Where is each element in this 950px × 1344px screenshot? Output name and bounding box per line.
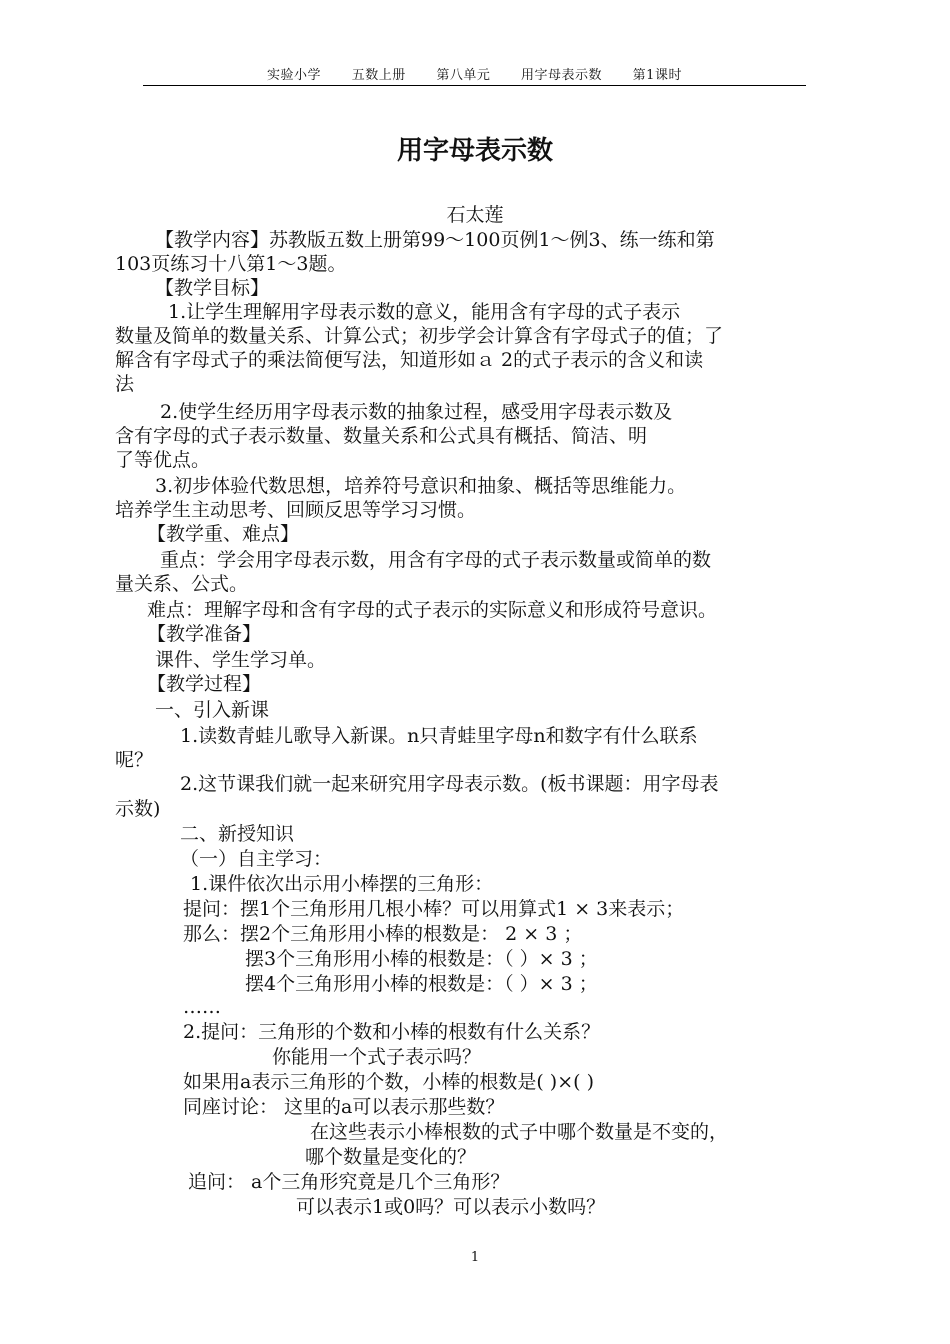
text-line: 同座讨论： 这里的a可以表示那些数？ [183,1096,505,1118]
text-line: 2.提问：三角形的个数和小棒的根数有什么关系？ [183,1021,601,1043]
text-line: 追问： a个三角形究竟是几个三角形？ [188,1171,510,1193]
text-line: 解含有字母式子的乘法简便写法，知道形如ａ 2的式子表示的含义和读 [115,349,704,371]
text-line: 在这些表示小棒根数的式子中哪个数量是不变的， [310,1121,729,1143]
text-line: 1.读数青蛙儿歌导入新课。n只青蛙里字母n和数字有什么联系 [180,725,698,747]
running-header [143,64,806,86]
text-line: 你能用一个式子表示吗？ [272,1046,482,1068]
text-line: 2.这节课我们就一起来研究用字母表示数。(板书课题：用字母表 [180,773,719,795]
text-line: 了等优点。 [115,449,211,471]
header-book: 五数上册 [351,68,406,83]
text-line: 2.使学生经历用字母表示数的抽象过程，感受用字母表示数及 [160,401,673,423]
text-line: 可以表示1或0吗？可以表示小数吗？ [296,1196,606,1218]
section-heading: 【教学重、难点】 [147,523,300,545]
text-line: 摆3个三角形用小棒的根数是：（ ）× 3 ； [245,948,598,970]
section-heading: 【教学过程】 [147,673,262,695]
text-line: 示数) [115,798,161,820]
text-line: 103页练习十八第1～3题。 [115,253,347,275]
header-school: 实验小学 [267,68,322,83]
text-line: 哪个数量是变化的？ [305,1146,477,1168]
header-lesson: 第1课时 [632,68,682,83]
text-line: 摆4个三角形用小棒的根数是：（ ）× 3 ； [245,973,598,995]
page-title: 用字母表示数 [396,136,553,166]
text-line: 培养学生主动思考、回顾反思等学习习惯。 [115,499,477,521]
header-rule [143,85,806,86]
page-number: 1 [470,1250,480,1265]
text-line: 呢？ [115,749,154,771]
text-line: 一、引入新课 [155,699,270,721]
author-name: 石太莲 [446,204,504,226]
text-line: 二、新授知识 [180,823,295,845]
text-line: 提问：摆1个三角形用几根小棒？可以用算式1 × 3来表示； [183,898,685,920]
text-line: 数量及简单的数量关系、计算公式；初步学会计算含有字母式子的值；了 [115,325,724,347]
text-line: 含有字母的式子表示数量、数量关系和公式具有概括、简洁、明 [115,425,648,447]
text-line: 重点：学会用字母表示数，用含有字母的式子表示数量或简单的数 [160,549,712,571]
text-line: 法 [115,373,135,395]
text-line: 难点：理解字母和含有字母的式子表示的实际意义和形成符号意识。 [147,599,718,621]
text-line: 那么：摆2个三角形用小棒的根数是： 2 × 3 ； [183,923,583,945]
section-heading: 【教学准备】 [147,623,262,645]
text-line: 1.让学生理解用字母表示数的意义，能用含有字母的式子表示 [168,301,681,323]
text-line: 1.课件依次出示用小棒摆的三角形： [190,873,494,895]
text-line: 量关系、公式。 [115,573,249,595]
text-line: 3.初步体验代数思想，培养符号意识和抽象、概括等思维能力。 [155,475,687,497]
header-topic: 用字母表示数 [521,68,603,83]
text-line: 课件、学生学习单。 [155,649,327,671]
text-line: （一）自主学习： [180,848,333,870]
text-line: 如果用a表示三角形的个数，小棒的根数是( )×( ) [183,1071,594,1093]
text-line: 【教学内容】苏教版五数上册第99～100页例1～例3、练一练和第 [155,229,715,251]
text-line: …… [183,996,221,1018]
section-heading: 【教学目标】 [155,277,270,299]
header-unit: 第八单元 [436,68,491,83]
